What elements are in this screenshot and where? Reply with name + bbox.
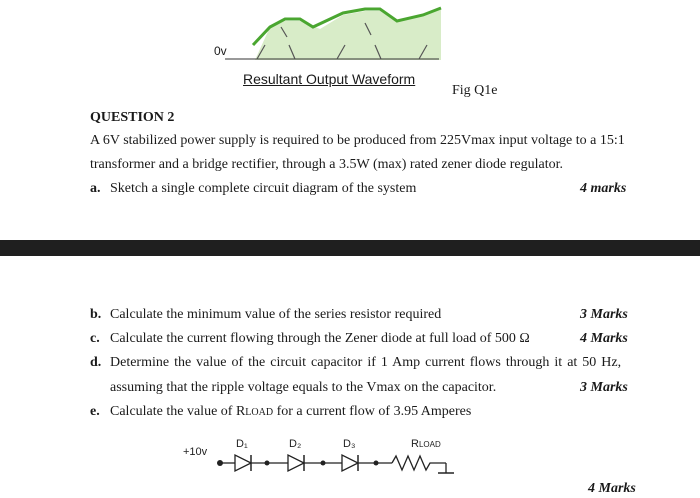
diode-d1-label: D₁ — [236, 438, 248, 450]
rload-label-main: R — [411, 438, 419, 450]
question-intro-line-2: transformer and a bridge rectifier, through a 3.5W (max) rated zener diode regulator. — [90, 157, 564, 172]
output-waveform-graph — [225, 5, 455, 65]
part-d-text-continued: assuming that the ripple voltage equals to the Vmax on the capacitor. — [110, 380, 497, 395]
diode-d3-symbol — [342, 455, 358, 471]
zero-volt-label: 0v — [214, 44, 227, 58]
part-d-letter: d. — [90, 355, 102, 370]
part-a-text: Sketch a single complete circuit diagram of the system — [110, 181, 417, 196]
source-voltage-label: +10v — [183, 446, 208, 458]
part-e-text-prefix: Calculate the value of R — [110, 404, 246, 419]
part-b-text: Calculate the minimum value of the series resistor required — [110, 307, 442, 322]
diode-d2-symbol — [288, 455, 304, 471]
node-2 — [321, 461, 326, 466]
figure-caption: Resultant Output Waveform — [243, 71, 416, 87]
figure-label: Fig Q1e — [452, 83, 498, 98]
part-a-letter: a. — [90, 181, 101, 196]
part-b-letter: b. — [90, 307, 102, 322]
part-b-marks: 3 Marks — [580, 307, 628, 322]
question-heading: QUESTION 2 — [90, 110, 175, 125]
rload-label — [411, 438, 441, 450]
part-e-text — [110, 404, 471, 420]
part-e-text-suffix: for a current flow of 3.95 Amperes — [273, 404, 472, 419]
diode-d2-label: D₂ — [289, 438, 302, 450]
rload-label-subscript: LOAD — [418, 440, 441, 449]
part-e-letter: e. — [90, 404, 100, 419]
part-c-letter: c. — [90, 331, 100, 346]
node-1 — [265, 461, 270, 466]
part-c-marks: 4 Marks — [580, 331, 628, 346]
node-3 — [374, 461, 379, 466]
part-c-text: Calculate the current flowing through the Zener diode at full load of 500 Ω — [110, 331, 530, 346]
diode-chain-circuit — [180, 425, 480, 480]
part-d-text: Determine the value of the circuit capacitor if 1 Amp current flows through it at 50 Hz, — [110, 355, 622, 370]
resistor-rload-symbol — [392, 456, 446, 470]
question-intro-line-1: A 6V stabilized power supply is required to be produced from 225Vmax input voltage to a 15:1 — [90, 133, 625, 148]
diode-d1-symbol — [235, 455, 251, 471]
part-d-marks: 3 Marks — [580, 380, 628, 395]
part-a-marks: 4 marks — [580, 181, 627, 196]
part-e-rload-subscript: LOAD — [245, 407, 274, 418]
part-e-marks: 4 Marks — [588, 481, 636, 496]
page-divider — [0, 240, 700, 256]
diode-d3-label: D₃ — [343, 438, 356, 450]
